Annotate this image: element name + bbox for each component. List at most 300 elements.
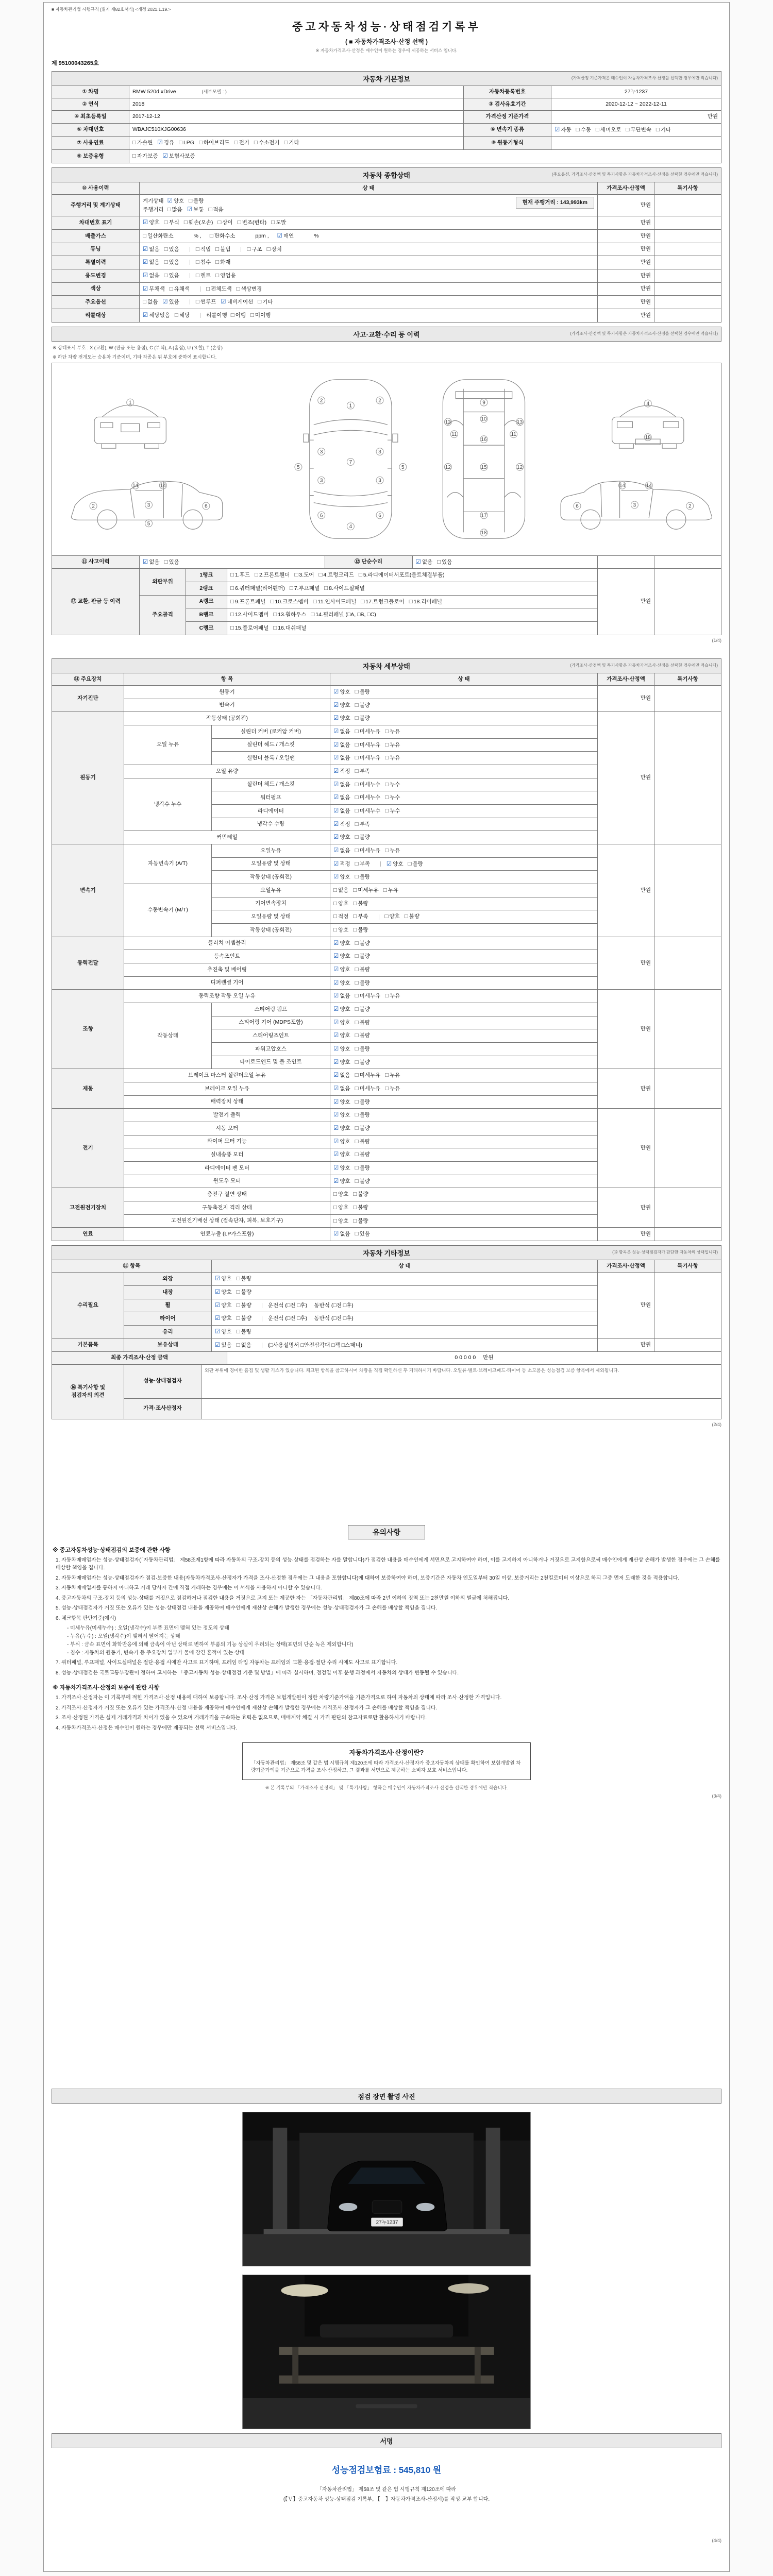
checkbox-unchecked-icon[interactable]: □ <box>355 1231 359 1238</box>
checkbox-option[interactable]: ☑ 보험사보증 <box>162 153 195 159</box>
checkbox-unchecked-icon[interactable]: □ <box>333 913 337 920</box>
checkbox-checked-icon[interactable]: ☑ <box>162 299 168 306</box>
checkbox-unchecked-icon[interactable]: □ <box>355 781 359 788</box>
checkbox-option[interactable]: □ 7.루프패널 <box>289 585 320 591</box>
checkbox-option[interactable]: □ 불량 <box>355 1178 370 1184</box>
checkbox-unchecked-icon[interactable]: □ <box>234 140 238 146</box>
checkbox-option[interactable]: □ 상이 <box>217 219 233 226</box>
checkbox-unchecked-icon[interactable]: □ <box>195 259 199 266</box>
checkbox-option[interactable]: ☑ 없음 <box>143 272 160 279</box>
checkbox-unchecked-icon[interactable]: □ <box>195 272 199 279</box>
checkbox-option[interactable]: ☑ 경유 <box>157 140 174 146</box>
checkbox-option[interactable]: □ 적음 <box>208 206 224 213</box>
checkbox-option[interactable]: □ 불량 <box>355 1006 370 1012</box>
checkbox-option[interactable]: □ 불량 <box>353 1217 368 1224</box>
checkbox-unchecked-icon[interactable]: □ <box>355 1086 359 1092</box>
checkbox-option[interactable]: □ 4.트렁크리드 <box>318 572 354 579</box>
checkbox-option[interactable]: ☑ 양호 <box>333 1178 350 1184</box>
checkbox-checked-icon[interactable]: ☑ <box>333 1019 339 1026</box>
checkbox-checked-icon[interactable]: ☑ <box>221 299 226 306</box>
checkbox-checked-icon[interactable]: ☑ <box>333 966 339 973</box>
checkbox-unchecked-icon[interactable]: □ <box>355 1151 359 1158</box>
checkbox-unchecked-icon[interactable]: □ <box>355 1019 359 1026</box>
checkbox-unchecked-icon[interactable]: □ <box>169 285 173 292</box>
checkbox-unchecked-icon[interactable]: □ <box>195 246 199 252</box>
checkbox-option[interactable]: □ 미세누유 <box>355 741 381 748</box>
checkbox-option[interactable]: ☑ 양호 <box>143 219 160 226</box>
checkbox-unchecked-icon[interactable]: □ <box>384 913 389 920</box>
checkbox-option[interactable]: □ 없음 <box>333 887 349 893</box>
checkbox-option[interactable]: □ 침수 <box>195 259 211 266</box>
checkbox-option[interactable]: □ 누유 <box>385 755 400 761</box>
checkbox-option[interactable]: ☑ 양호 <box>333 874 350 880</box>
checkbox-option[interactable]: ☑ 양호 <box>333 1112 350 1118</box>
checkbox-unchecked-icon[interactable]: □ <box>236 1276 240 1282</box>
checkbox-option[interactable]: □ 불량 <box>355 1046 370 1052</box>
checkbox-unchecked-icon[interactable]: □ <box>385 781 389 788</box>
checkbox-checked-icon[interactable]: ☑ <box>333 860 339 867</box>
checkbox-unchecked-icon[interactable]: □ <box>167 206 171 213</box>
checkbox-option[interactable]: ☑ 양호 <box>333 834 350 841</box>
checkbox-checked-icon[interactable]: ☑ <box>143 246 148 252</box>
checkbox-option[interactable]: □ 14.필러패널 (□A, □B, □C) <box>311 612 376 618</box>
checkbox-unchecked-icon[interactable]: □ <box>174 312 178 318</box>
checkbox-option[interactable]: ☑ 해당없음 <box>143 312 170 318</box>
checkbox-option[interactable]: ☑ 적정 <box>333 860 350 867</box>
checkbox-checked-icon[interactable]: ☑ <box>187 206 193 213</box>
checkbox-unchecked-icon[interactable]: □ <box>215 246 220 252</box>
checkbox-unchecked-icon[interactable]: □ <box>385 755 389 761</box>
checkbox-unchecked-icon[interactable]: □ <box>284 140 288 146</box>
checkbox-unchecked-icon[interactable]: □ <box>333 1217 337 1224</box>
checkbox-option[interactable]: □ 장치 <box>266 246 282 252</box>
checkbox-unchecked-icon[interactable]: □ <box>385 794 389 801</box>
checkbox-option[interactable]: □ 불량 <box>355 702 370 708</box>
checkbox-option[interactable]: ☑ 매연 <box>277 232 294 239</box>
checkbox-unchecked-icon[interactable]: □ <box>230 572 234 579</box>
checkbox-option[interactable]: □ 부식 <box>164 219 179 226</box>
checkbox-checked-icon[interactable]: ☑ <box>143 219 148 226</box>
checkbox-option[interactable]: ☑ 있음 <box>162 299 179 306</box>
checkbox-unchecked-icon[interactable]: □ <box>333 1191 337 1198</box>
checkbox-unchecked-icon[interactable]: □ <box>355 728 359 735</box>
checkbox-unchecked-icon[interactable]: □ <box>385 1072 389 1079</box>
checkbox-unchecked-icon[interactable]: □ <box>355 1032 359 1039</box>
checkbox-unchecked-icon[interactable]: □ <box>353 900 357 907</box>
checkbox-unchecked-icon[interactable]: □ <box>255 572 258 579</box>
checkbox-option[interactable]: □ 불량 <box>355 979 370 986</box>
checkbox-option[interactable]: □ 10.크로스멤버 <box>270 598 309 605</box>
checkbox-unchecked-icon[interactable]: □ <box>333 1205 337 1211</box>
checkbox-unchecked-icon[interactable]: □ <box>250 312 254 318</box>
checkbox-checked-icon[interactable]: ☑ <box>333 979 339 986</box>
checkbox-option[interactable]: ☑ 양호 <box>333 1098 350 1105</box>
checkbox-unchecked-icon[interactable]: □ <box>206 285 210 292</box>
checkbox-unchecked-icon[interactable]: □ <box>408 860 412 867</box>
checkbox-unchecked-icon[interactable]: □ <box>353 913 357 920</box>
checkbox-option[interactable]: ☑ 없음 <box>333 847 350 854</box>
checkbox-unchecked-icon[interactable]: □ <box>355 966 359 973</box>
checkbox-unchecked-icon[interactable]: □ <box>355 1138 359 1145</box>
checkbox-unchecked-icon[interactable]: □ <box>271 219 275 226</box>
checkbox-option[interactable]: □ 불량 <box>236 1276 251 1282</box>
checkbox-checked-icon[interactable]: ☑ <box>333 741 339 748</box>
checkbox-option[interactable]: ☑ 없음 <box>143 259 160 266</box>
checkbox-option[interactable]: □ 적법 <box>195 246 211 252</box>
checkbox-option[interactable]: ☑ 없음 <box>333 741 350 748</box>
checkbox-option[interactable]: □ 불량 <box>236 1328 251 1335</box>
checkbox-unchecked-icon[interactable]: □ <box>361 598 365 605</box>
checkbox-option[interactable]: □ 있음 <box>437 558 452 565</box>
checkbox-option[interactable]: □ 불량 <box>189 197 204 204</box>
checkbox-unchecked-icon[interactable]: □ <box>355 1046 359 1052</box>
checkbox-option[interactable]: ☑ 양호 <box>333 702 350 708</box>
checkbox-option[interactable]: □ 12.사이드멤버 <box>230 612 269 618</box>
checkbox-option[interactable]: □ 불량 <box>355 1019 370 1026</box>
checkbox-option[interactable]: □ 불량 <box>355 1032 370 1039</box>
checkbox-option[interactable]: □ 불량 <box>355 1098 370 1105</box>
checkbox-unchecked-icon[interactable]: □ <box>353 887 357 893</box>
checkbox-unchecked-icon[interactable]: □ <box>230 624 234 631</box>
checkbox-checked-icon[interactable]: ☑ <box>143 285 148 292</box>
checkbox-option[interactable]: □ 일산화탄소 <box>143 232 174 239</box>
checkbox-unchecked-icon[interactable]: □ <box>355 741 359 748</box>
checkbox-option[interactable]: ☑ 무채색 <box>143 285 165 292</box>
checkbox-option[interactable]: ☑ 네비게이션 <box>221 299 254 306</box>
checkbox-checked-icon[interactable]: ☑ <box>333 834 339 841</box>
checkbox-option[interactable]: □ 세미오토 <box>595 126 621 133</box>
checkbox-unchecked-icon[interactable]: □ <box>324 585 328 591</box>
checkbox-option[interactable]: ☑ 양호 <box>333 688 350 695</box>
checkbox-option[interactable]: □ 불량 <box>353 900 368 907</box>
checkbox-unchecked-icon[interactable]: □ <box>355 953 359 960</box>
checkbox-checked-icon[interactable]: ☑ <box>333 781 339 788</box>
checkbox-unchecked-icon[interactable]: □ <box>355 1125 359 1132</box>
checkbox-checked-icon[interactable]: ☑ <box>143 259 148 266</box>
checkbox-option[interactable]: ☑ 없음 <box>143 558 160 565</box>
checkbox-checked-icon[interactable]: ☑ <box>215 1315 221 1322</box>
checkbox-unchecked-icon[interactable]: □ <box>358 572 362 579</box>
checkbox-unchecked-icon[interactable]: □ <box>215 272 220 279</box>
checkbox-option[interactable]: □ 11.인사이드패널 <box>313 598 357 605</box>
checkbox-unchecked-icon[interactable]: □ <box>355 1006 359 1012</box>
checkbox-option[interactable]: □ 불량 <box>236 1315 251 1322</box>
checkbox-checked-icon[interactable]: ☑ <box>215 1342 221 1348</box>
checkbox-checked-icon[interactable]: ☑ <box>333 1098 339 1105</box>
checkbox-checked-icon[interactable]: ☑ <box>333 1086 339 1092</box>
signature-space[interactable] <box>52 2504 721 2535</box>
checkbox-checked-icon[interactable]: ☑ <box>333 874 339 880</box>
checkbox-option[interactable]: □ 불량 <box>236 1289 251 1295</box>
checkbox-option[interactable]: □ 양호 <box>333 926 349 933</box>
checkbox-unchecked-icon[interactable]: □ <box>247 246 251 252</box>
checkbox-option[interactable]: ☑ 양호 <box>333 1059 350 1065</box>
checkbox-unchecked-icon[interactable]: □ <box>355 1098 359 1105</box>
checkbox-option[interactable]: ☑ 적정 <box>333 821 350 827</box>
checkbox-unchecked-icon[interactable]: □ <box>230 585 234 591</box>
checkbox-option[interactable]: □ 훼손(오손) <box>183 219 213 226</box>
checkbox-option[interactable]: □ 하이브리드 <box>198 140 230 146</box>
checkbox-option[interactable]: □ 13.휠하우스 <box>273 612 307 618</box>
checkbox-option[interactable]: □ 있음 <box>164 272 179 279</box>
checkbox-option[interactable]: □ 3.도어 <box>294 572 314 579</box>
checkbox-option[interactable]: □ 누유 <box>385 1086 400 1092</box>
checkbox-option[interactable]: ☑ 양호 <box>333 1032 350 1039</box>
checkbox-option[interactable]: □ 8.사이드실패널 <box>324 585 365 591</box>
checkbox-option[interactable]: ☑ 없음 <box>333 1086 350 1092</box>
checkbox-checked-icon[interactable]: ☑ <box>333 1151 339 1158</box>
checkbox-unchecked-icon[interactable]: □ <box>164 272 168 279</box>
checkbox-option[interactable]: □ 미세누유 <box>355 993 381 999</box>
checkbox-option[interactable]: □ 없음 <box>236 1342 251 1348</box>
checkbox-unchecked-icon[interactable]: □ <box>355 847 359 854</box>
checkbox-checked-icon[interactable]: ☑ <box>333 702 339 708</box>
checkbox-checked-icon[interactable]: ☑ <box>333 688 339 695</box>
checkbox-option[interactable]: □ 누유 <box>383 887 399 893</box>
checkbox-option[interactable]: □ 미세누유 <box>355 1072 381 1079</box>
checkbox-unchecked-icon[interactable]: □ <box>385 993 389 999</box>
checkbox-option[interactable]: □ 수소전기 <box>254 140 280 146</box>
checkbox-unchecked-icon[interactable]: □ <box>215 259 220 266</box>
checkbox-unchecked-icon[interactable]: □ <box>273 624 277 631</box>
checkbox-option[interactable]: □ 수동 <box>576 126 591 133</box>
checkbox-option[interactable]: □ 불량 <box>355 940 370 946</box>
checkbox-option[interactable]: ☑ 없음 <box>333 807 350 814</box>
checkbox-unchecked-icon[interactable]: □ <box>266 246 271 252</box>
checkbox-unchecked-icon[interactable]: □ <box>437 558 441 565</box>
checkbox-option[interactable]: □ 불량 <box>353 1205 368 1211</box>
checkbox-checked-icon[interactable]: ☑ <box>143 272 148 279</box>
checkbox-option[interactable]: ☑ 양호 <box>215 1289 232 1295</box>
checkbox-checked-icon[interactable]: ☑ <box>333 1112 339 1118</box>
checkbox-option[interactable]: ☑ 없음 <box>333 993 350 999</box>
checkbox-option[interactable]: □ 미세누수 <box>355 794 381 801</box>
checkbox-unchecked-icon[interactable]: □ <box>576 126 580 133</box>
checkbox-option[interactable]: □ 있음 <box>164 558 179 565</box>
checkbox-unchecked-icon[interactable]: □ <box>656 126 660 133</box>
checkbox-unchecked-icon[interactable]: □ <box>355 1178 359 1184</box>
checkbox-option[interactable]: □ 양호 <box>384 913 400 920</box>
checkbox-option[interactable]: ☑ 양호 <box>333 940 350 946</box>
checkbox-option[interactable]: □ 전기 <box>234 140 249 146</box>
checkbox-option[interactable]: □ 미세누유 <box>355 847 381 854</box>
checkbox-unchecked-icon[interactable]: □ <box>230 612 234 618</box>
checkbox-option[interactable]: ☑ 양호 <box>333 1006 350 1012</box>
checkbox-option[interactable]: □ 누유 <box>385 847 400 854</box>
checkbox-option[interactable]: □ 부족 <box>355 821 370 827</box>
checkbox-option[interactable]: □ 미세누유 <box>355 755 381 761</box>
checkbox-option[interactable]: □ 불량 <box>355 1112 370 1118</box>
checkbox-option[interactable]: □ 누유 <box>385 993 400 999</box>
checkbox-option[interactable]: □ 1.후드 <box>230 572 250 579</box>
checkbox-option[interactable]: □ 변조(변타) <box>237 219 267 226</box>
checkbox-option[interactable]: □ 렌트 <box>195 272 211 279</box>
checkbox-unchecked-icon[interactable]: □ <box>254 140 258 146</box>
checkbox-unchecked-icon[interactable]: □ <box>143 299 146 306</box>
checkbox-option[interactable]: □ 17.트렁크플로어 <box>361 598 405 605</box>
checkbox-option[interactable]: □ 가솔린 <box>132 140 153 146</box>
checkbox-unchecked-icon[interactable]: □ <box>404 913 408 920</box>
checkbox-option[interactable]: □ 영업용 <box>215 272 236 279</box>
checkbox-unchecked-icon[interactable]: □ <box>353 1191 357 1198</box>
checkbox-unchecked-icon[interactable]: □ <box>355 834 359 841</box>
checkbox-option[interactable]: ☑ 양호 <box>333 979 350 986</box>
checkbox-unchecked-icon[interactable]: □ <box>209 232 213 239</box>
checkbox-unchecked-icon[interactable]: □ <box>355 688 359 695</box>
checkbox-checked-icon[interactable]: ☑ <box>215 1328 221 1335</box>
checkbox-option[interactable]: □ 미세누유 <box>353 887 379 893</box>
checkbox-option[interactable]: □ 탄화수소 <box>209 232 236 239</box>
checkbox-unchecked-icon[interactable]: □ <box>355 1059 359 1065</box>
checkbox-option[interactable]: □ 미이행 <box>250 312 271 318</box>
checkbox-option[interactable]: □ 무단변속 <box>626 126 651 133</box>
checkbox-option[interactable]: □ 18.리어패널 <box>409 598 442 605</box>
checkbox-unchecked-icon[interactable]: □ <box>383 887 387 893</box>
checkbox-option[interactable]: ☑ 없음 <box>333 794 350 801</box>
checkbox-option[interactable]: □ 자가보증 <box>132 153 158 159</box>
checkbox-option[interactable]: □ 양호 <box>333 1217 349 1224</box>
checkbox-option[interactable]: ☑ 없음 <box>333 755 350 761</box>
checkbox-checked-icon[interactable]: ☑ <box>333 715 339 722</box>
checkbox-option[interactable]: □ 불량 <box>355 688 370 695</box>
checkbox-unchecked-icon[interactable]: □ <box>237 219 241 226</box>
checkbox-option[interactable]: □ 부족 <box>353 913 368 920</box>
checkbox-option[interactable]: □ 있음 <box>355 1231 370 1238</box>
checkbox-unchecked-icon[interactable]: □ <box>355 715 359 722</box>
checkbox-unchecked-icon[interactable]: □ <box>353 926 357 933</box>
checkbox-option[interactable]: ☑ 양호 <box>215 1276 232 1282</box>
checkbox-unchecked-icon[interactable]: □ <box>355 1072 359 1079</box>
checkbox-option[interactable]: □ 15.플로어패널 <box>230 624 269 631</box>
checkbox-unchecked-icon[interactable]: □ <box>333 887 337 893</box>
checkbox-unchecked-icon[interactable]: □ <box>385 807 389 814</box>
checkbox-checked-icon[interactable]: ☑ <box>333 1125 339 1132</box>
checkbox-unchecked-icon[interactable]: □ <box>273 612 277 618</box>
checkbox-option[interactable]: □ 많음 <box>167 206 182 213</box>
checkbox-option[interactable]: □ 불법 <box>215 246 231 252</box>
checkbox-unchecked-icon[interactable]: □ <box>236 285 240 292</box>
checkbox-option[interactable]: ☑ 양호 <box>333 1046 350 1052</box>
checkbox-checked-icon[interactable]: ☑ <box>333 728 339 735</box>
checkbox-option[interactable]: □ 누수 <box>385 794 400 801</box>
checkbox-option[interactable]: □ 불량 <box>355 966 370 973</box>
checkbox-checked-icon[interactable]: ☑ <box>554 126 560 133</box>
checkbox-option[interactable]: ☑ 양호 <box>333 715 350 722</box>
checkbox-checked-icon[interactable]: ☑ <box>215 1276 221 1282</box>
checkbox-option[interactable]: ☑ 있음 <box>215 1342 232 1348</box>
checkbox-unchecked-icon[interactable]: □ <box>355 821 359 827</box>
checkbox-unchecked-icon[interactable]: □ <box>230 598 234 605</box>
checkbox-unchecked-icon[interactable]: □ <box>294 572 298 579</box>
checkbox-checked-icon[interactable]: ☑ <box>215 1302 221 1309</box>
checkbox-unchecked-icon[interactable]: □ <box>355 979 359 986</box>
checkbox-option[interactable]: □ 미세누유 <box>355 728 381 735</box>
checkbox-option[interactable]: □ 누유 <box>385 741 400 748</box>
checkbox-option[interactable]: □ 유채색 <box>169 285 190 292</box>
checkbox-option[interactable]: □ 누수 <box>385 807 400 814</box>
checkbox-option[interactable]: □ 양호 <box>333 1205 349 1211</box>
checkbox-unchecked-icon[interactable]: □ <box>236 1328 240 1335</box>
checkbox-option[interactable]: ☑ 보통 <box>187 206 204 213</box>
checkbox-option[interactable]: □ 불량 <box>355 715 370 722</box>
checkbox-option[interactable]: □ 이행 <box>230 312 246 318</box>
checkbox-unchecked-icon[interactable]: □ <box>333 926 337 933</box>
checkbox-unchecked-icon[interactable]: □ <box>353 1205 357 1211</box>
checkbox-checked-icon[interactable]: ☑ <box>162 153 168 159</box>
checkbox-unchecked-icon[interactable]: □ <box>355 755 359 761</box>
checkbox-unchecked-icon[interactable]: □ <box>270 598 274 605</box>
checkbox-option[interactable]: ☑ 없음 <box>333 781 350 788</box>
checkbox-option[interactable]: □ 불량 <box>355 1125 370 1132</box>
checkbox-unchecked-icon[interactable]: □ <box>179 140 182 146</box>
checkbox-unchecked-icon[interactable]: □ <box>353 1217 357 1224</box>
checkbox-checked-icon[interactable]: ☑ <box>333 940 339 946</box>
checkbox-checked-icon[interactable]: ☑ <box>333 794 339 801</box>
checkbox-unchecked-icon[interactable]: □ <box>183 219 188 226</box>
checkbox-unchecked-icon[interactable]: □ <box>164 246 168 252</box>
checkbox-unchecked-icon[interactable]: □ <box>208 206 212 213</box>
checkbox-option[interactable]: ☑ 없음 <box>143 246 160 252</box>
checkbox-option[interactable]: ☑ 없음 <box>333 1231 350 1238</box>
checkbox-option[interactable]: □ 불량 <box>355 834 370 841</box>
checkbox-option[interactable]: □ 부족 <box>355 860 370 867</box>
checkbox-option[interactable]: □ 색상변경 <box>236 285 262 292</box>
checkbox-option[interactable]: ☑ 양호 <box>333 1138 350 1145</box>
checkbox-checked-icon[interactable]: ☑ <box>333 847 339 854</box>
checkbox-checked-icon[interactable]: ☑ <box>333 1138 339 1145</box>
checkbox-checked-icon[interactable]: ☑ <box>333 768 339 774</box>
checkbox-unchecked-icon[interactable]: □ <box>409 598 413 605</box>
checkbox-option[interactable]: □ 불량 <box>404 913 419 920</box>
checkbox-option[interactable]: ☑ 양호 <box>167 197 184 204</box>
checkbox-option[interactable]: □ 9.프론트패널 <box>230 598 266 605</box>
checkbox-option[interactable]: □ 양호 <box>333 1191 349 1198</box>
checkbox-option[interactable]: ☑ 양호 <box>333 1165 350 1172</box>
checkbox-unchecked-icon[interactable]: □ <box>236 1315 240 1322</box>
checkbox-unchecked-icon[interactable]: □ <box>355 1112 359 1118</box>
checkbox-checked-icon[interactable]: ☑ <box>333 821 339 827</box>
checkbox-option[interactable]: ☑ 양호 <box>333 966 350 973</box>
checkbox-option[interactable]: □ 6.쿼터패널(리어휀더) <box>230 585 285 591</box>
checkbox-option[interactable]: ☑ 없음 <box>333 728 350 735</box>
checkbox-unchecked-icon[interactable]: □ <box>189 197 193 204</box>
checkbox-unchecked-icon[interactable]: □ <box>258 299 262 306</box>
checkbox-checked-icon[interactable]: ☑ <box>415 558 421 565</box>
checkbox-unchecked-icon[interactable]: □ <box>289 585 293 591</box>
checkbox-unchecked-icon[interactable]: □ <box>355 860 359 867</box>
checkbox-unchecked-icon[interactable]: □ <box>236 1302 240 1309</box>
checkbox-option[interactable]: □ 5.라디에이터서포트(볼트체결부품) <box>358 572 445 579</box>
checkbox-checked-icon[interactable]: ☑ <box>143 312 148 318</box>
checkbox-option[interactable]: □ 불량 <box>355 874 370 880</box>
checkbox-checked-icon[interactable]: ☑ <box>333 755 339 761</box>
checkbox-option[interactable]: □ 불량 <box>236 1302 251 1309</box>
checkbox-unchecked-icon[interactable]: □ <box>385 741 389 748</box>
checkbox-unchecked-icon[interactable]: □ <box>355 807 359 814</box>
checkbox-unchecked-icon[interactable]: □ <box>355 940 359 946</box>
checkbox-checked-icon[interactable]: ☑ <box>333 1006 339 1012</box>
checkbox-option[interactable]: ☑ 양호 <box>333 953 350 960</box>
checkbox-unchecked-icon[interactable]: □ <box>595 126 599 133</box>
checkbox-unchecked-icon[interactable]: □ <box>333 900 337 907</box>
checkbox-option[interactable]: ☑ 양호 <box>215 1328 232 1335</box>
checkbox-unchecked-icon[interactable]: □ <box>385 847 389 854</box>
checkbox-checked-icon[interactable]: ☑ <box>333 807 339 814</box>
checkbox-option[interactable]: □ 미세누수 <box>355 781 381 788</box>
checkbox-option[interactable]: ☑ 양호 <box>333 1125 350 1132</box>
checkbox-option[interactable]: ☑ 적정 <box>333 768 350 774</box>
checkbox-option[interactable]: ☑ 양호 <box>333 1019 350 1026</box>
